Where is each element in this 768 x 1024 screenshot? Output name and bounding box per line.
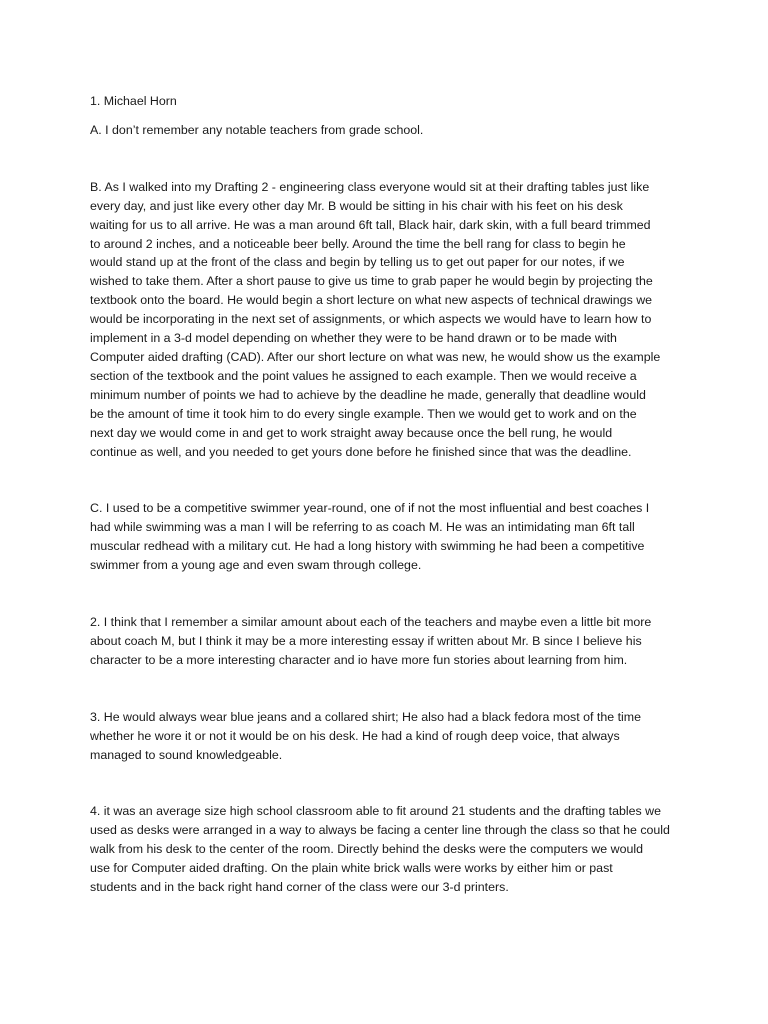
paragraph-b: B. As I walked into my Drafting 2 - engineering class everyone would sit at their drafting tables just like every day, and just like every other day Mr. B would be sitting in his chair with his feet on his desk waiting for us to all arrive. He was a man around 6ft tall, Black hair, dark skin, with a full beard trimmed to around 2 inches, and a noticeable beer belly. Around the time the bell rang for class to begin he would stand up at the front of the class and begin by telling us to get out paper for our notes, if we wished to take them. After a short pause to give us time to grab paper he would begin by projecting the textbook onto the board. He would begin a short lecture on what new aspects of technical drawings we would be incorporating in the next set of assignments, or which aspects we would have to learn how to implement in a 3-d model depending on whether they were to be hand drawn or to be made with Computer aided drafting (CAD). After our short lecture on what was new, he would show us the example section of the textbook and the point values he assigned to each example. Then we would receive a minimum number of points we had to achieve by the deadline he made, generally that deadline would be the amount of time it took him to do every single example. Then we would get to work and on the next day we would come in and get to work straight away because once the bell rung, he would continue as well, and you needed to get yours done before he finished since that was the deadline. xyxy=(90,179,661,459)
paragraph-2: 2. I think that I remember a similar amount about each of the teachers and maybe even a little bit more about coach M, but I think it may be a more interesting essay if written about Mr. B since I believe his character to be a more interesting character and io have more fun stories about learning from him. xyxy=(90,615,652,667)
paragraph-a: A. I don’t remember any notable teachers from grade school. xyxy=(90,122,424,137)
paragraph-3: 3. He would always wear blue jeans and a collared shirt; He also had a black fedora most of the time whether he wore it or not it would be on his desk. He had a kind of rough deep voice, that always managed to sound knowledgeable. xyxy=(90,709,641,762)
document-title: 1. Michael Horn xyxy=(90,94,177,108)
paragraph-4: 4. it was an average size high school classroom able to fit around 21 students and the drafting tables we used as desks were arranged in a way to always be facing a center line through the class so that he could walk from his desk to the center of the room. Directly behind the desks were the computers we would use for Computer aided drafting. On the plain white brick walls were works by either him or past students and in the back right hand corner of the class were our 3-d printers. xyxy=(90,804,670,895)
paragraph-c: C. I used to be a competitive swimmer year-round, one of if not the most influential and best coaches I had while swimming was a man I will be referring to as coach M. He was an intimidating man 6ft tall muscular redhead with a military cut. He had a long history with swimming he had been a competitive swimmer from a young age and even swam through college. xyxy=(90,501,650,573)
document-body xyxy=(90,92,690,897)
